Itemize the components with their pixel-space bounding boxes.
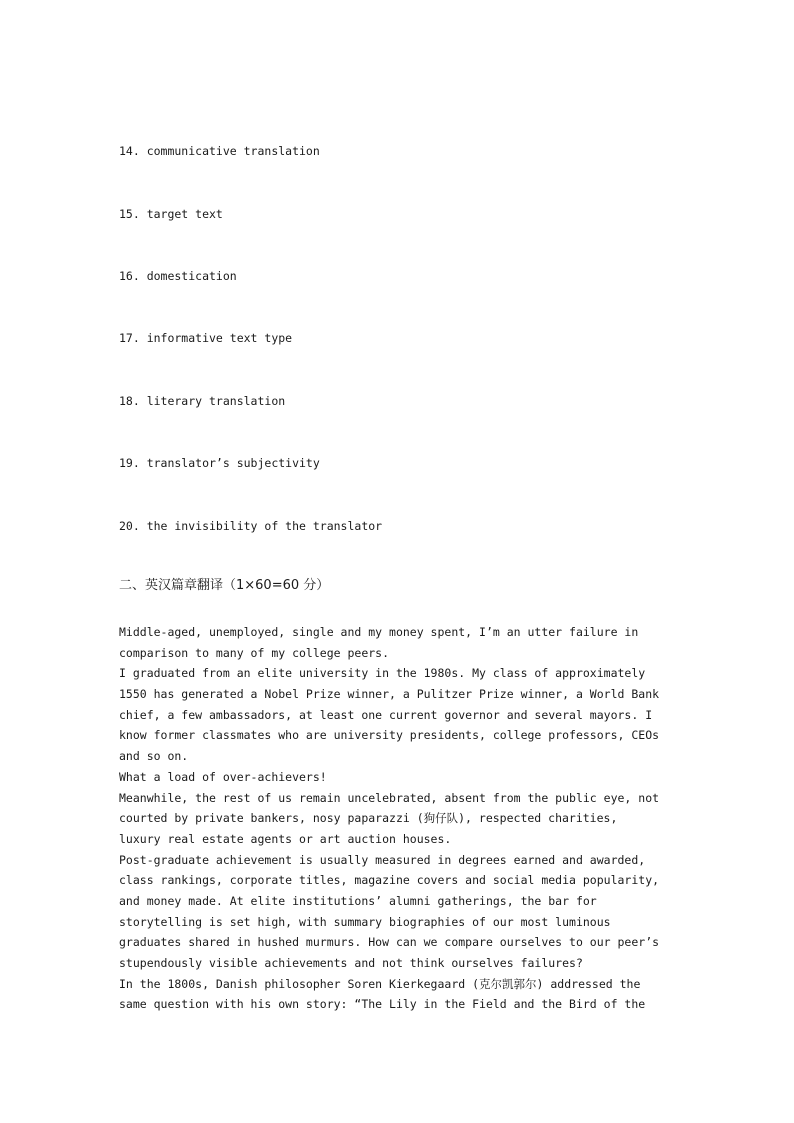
term-item-18: 18. literary translation	[119, 394, 286, 408]
passage-line: stupendously visible achievements and not think ourselves failures?	[119, 956, 583, 970]
passage-line: same question with his own story: “The Lily in the Field and the Bird of the	[119, 997, 646, 1012]
term-item-19: 19. translator’s subjectivity	[119, 456, 320, 470]
passage-line: comparison to many of my college peers.	[119, 645, 390, 660]
passage-line: chief, a few ambassadors, at least one current governor and several mayors. I	[119, 707, 653, 722]
passage-line: class rankings, corporate titles, magazine covers and social media popularity,	[119, 873, 660, 888]
passage-line: Meanwhile, the rest of us remain uncelebrated, absent from the public eye, not	[119, 790, 660, 805]
passage-line: and money made. At elite institutions’ alumni gatherings, the bar for	[119, 893, 597, 908]
passage-line: Middle-aged, unemployed, single and my money spent, I’m an utter failure in	[119, 625, 639, 639]
term-item-20: 20. the invisibility of the translator	[119, 519, 383, 533]
passage-line: Post-graduate achievement is usually measured in degrees earned and awarded,	[119, 852, 646, 867]
passage-line: know former classmates who are university presidents, college professors, CEOs	[119, 728, 660, 743]
passage-line: luxury real estate agents or art auction houses.	[119, 831, 452, 846]
term-item-14: 14. communicative translation	[119, 144, 320, 158]
passage-line: courted by private bankers, nosy paparazzi (狗仔队), respected charities,	[119, 811, 618, 826]
passage-line: What a load of over-achievers!	[119, 769, 327, 784]
term-item-16: 16. domestication	[119, 269, 237, 283]
passage-line: In the 1800s, Danish philosopher Soren Kierkegaard (克尔凯郭尔) addressed the	[119, 976, 641, 991]
passage-line: 1550 has generated a Nobel Prize winner, a Pulitzer Prize winner, a World Bank	[119, 687, 660, 702]
translation-passage	[119, 622, 679, 1015]
passage-line: storytelling is set high, with summary biographies of our most luminous	[119, 914, 611, 929]
passage-line: graduates shared in hushed murmurs. How can we compare ourselves to our peer’s	[119, 935, 660, 950]
term-item-17: 17. informative text type	[119, 331, 293, 345]
term-item-15: 15. target text	[119, 207, 223, 221]
section-heading: 二、英汉篇章翻译（1×60=60 分）	[119, 578, 330, 593]
passage-line: and so on.	[119, 749, 189, 764]
passage-line: I graduated from an elite university in the 1980s. My class of approximately	[119, 666, 646, 681]
